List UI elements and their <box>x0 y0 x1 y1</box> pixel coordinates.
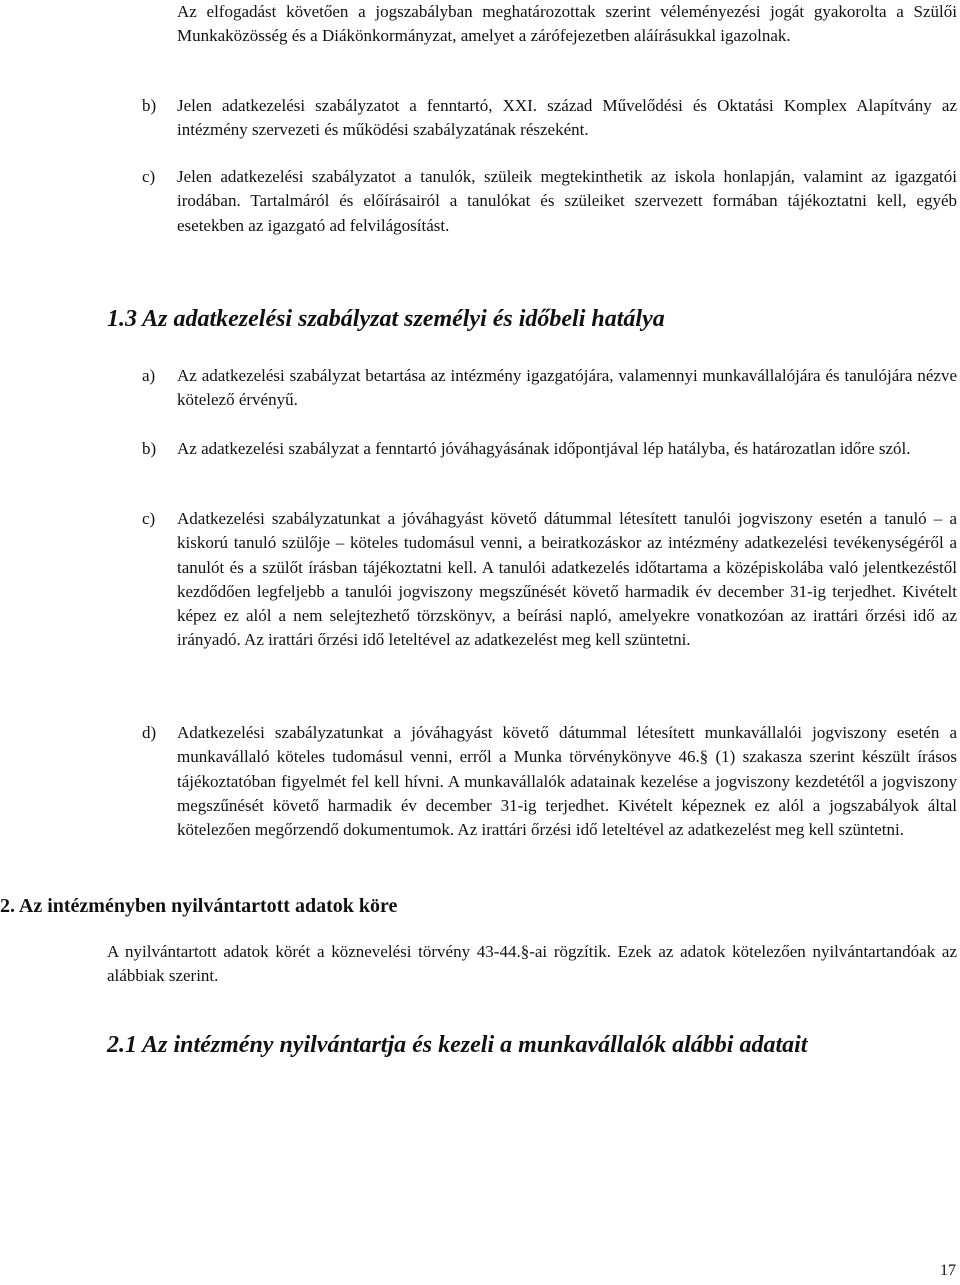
section-heading-1-3: 1.3 Az adatkezelési szabályzat személyi és időbeli hatálya <box>107 306 665 332</box>
list-item <box>142 507 957 653</box>
item-text: Jelen adatkezelési szabályzatot a tanulók, szüleik megtekinthetik az iskola honlapján, valamint az igazgatói irodában. Tartalmáról és előírásairól a tanulókat és szüleiket szervezett formában tájékoztatni kell, egyéb esetekben az igazgató ad felvilágosítást. <box>177 167 957 235</box>
section-2-paragraph: A nyilvántartott adatok körét a köznevelési törvény 43-44.§-ai rögzítik. Ezek az adatok kötelezően nyilvántartandóak az alábbiak szerint. <box>107 942 957 986</box>
item-text: Az adatkezelési szabályzat betartása az intézmény igazgatójára, valamennyi munkavállalójára és tanulójára nézve kötelező érvényű. <box>177 366 957 410</box>
section-heading-2-1: 2.1 Az intézmény nyilvántartja és kezeli a munkavállalók alábbi adatait <box>107 1032 808 1058</box>
page-number: 17 <box>940 1262 956 1279</box>
list-item <box>142 165 957 238</box>
item-text: Az adatkezelési szabályzat a fenntartó jóváhagyásának időpontjával lép hatályba, és határozatlan időre szól. <box>177 439 911 458</box>
list-item <box>142 94 957 143</box>
intro-paragraph: Az elfogadást követően a jogszabályban meghatározottak szerint véleményezési jogát gyakorolta a Szülői Munkaközösség és a Diákönkormányzat, amelyet a zárófejezetben aláírásukkal igazolnak. <box>177 2 957 46</box>
list-item <box>142 721 957 842</box>
item-text: Adatkezelési szabályzatunkat a jóváhagyást követő dátummal létesített tanulói jogviszony esetén a tanuló – a kiskorú tanuló szülője – köteles tudomásul venni, a beiratkozáskor az intézmény adatkezelési tevékenységéről a tanulót és a szülőt írásban tájékoztatni kell. A tanulói adatkezelés időtartama a középiskolába való jelentkezéstől kezdődően legfeljebb a tanulói jogviszony megszűnését követő harmadik év december 31-ig terjedhet. Kivételt képez ez alól a nem selejtezhető törzskönyv, a beírási napló, amelyekre vonatkozóan az irattári őrzési idő az irányadó. Az irattári őrzési idő leteltével az adatkezelést meg kell szüntetni. <box>177 509 957 650</box>
item-label: c) <box>142 167 156 186</box>
item-text: Adatkezelési szabályzatunkat a jóváhagyást követő dátummal létesített munkavállalói jogviszony esetén a munkavállaló köteles tudomásul venni, erről a Munka törvénykönyve 46.§ (1) szakasza szerint készült írásos tájékoztatóban figyelmét fel kell hívni. A munkavállalók adatainak kezelése a jogviszony kezdetétől a jogviszony megszűnését követő harmadik év december 31-ig terjedhet. Kivételt képeznek ez alól a jogszabályok által kötelezően megőrzendő dokumentumok. Az irattári őrzési idő leteltével az adatkezelést meg kell szüntetni. <box>177 723 957 840</box>
section-heading-2: 2. Az intézményben nyilvántartott adatok köre <box>0 895 398 917</box>
item-text: Jelen adatkezelési szabályzatot a fenntartó, XXI. század Művelődési és Oktatási Komplex Alapítvány az intézmény szervezeti és működési szabályzatának részeként. <box>177 96 957 140</box>
item-label: d) <box>142 723 157 742</box>
list-item <box>142 364 957 413</box>
item-label: b) <box>142 96 157 115</box>
item-label: c) <box>142 509 156 528</box>
item-label: b) <box>142 439 157 458</box>
item-label: a) <box>142 366 156 385</box>
list-item <box>142 437 957 461</box>
